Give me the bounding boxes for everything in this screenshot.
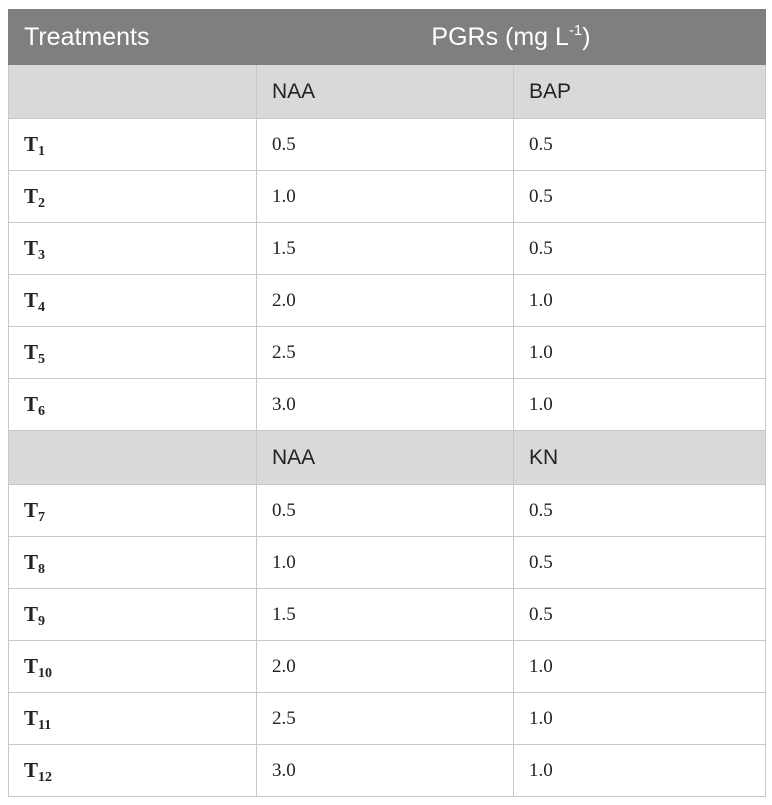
treatment-cell	[9, 327, 257, 379]
group-subheader-row	[9, 431, 766, 485]
treatments-header: Treatments	[9, 10, 257, 65]
treatment-letter: T	[24, 498, 39, 522]
treatment-cell	[9, 485, 257, 537]
table-row	[9, 537, 766, 589]
treatment-cell	[9, 379, 257, 431]
col-b-value: 0.5	[514, 589, 766, 641]
group-col-a-label: NAA	[257, 65, 514, 119]
table-row	[9, 693, 766, 745]
treatment-index: 11	[38, 718, 52, 733]
treatment-index: 7	[38, 510, 46, 525]
pgr-treatments-table	[8, 9, 766, 797]
pgr-header-close: )	[582, 22, 591, 51]
treatment-letter: T	[24, 602, 39, 626]
treatment-letter: T	[24, 706, 39, 730]
col-b-value: 1.0	[514, 745, 766, 797]
col-b-value: 0.5	[514, 223, 766, 275]
pgr-header-text: PGRs (mg L	[431, 22, 569, 51]
treatment-letter: T	[24, 184, 39, 208]
col-b-value: 0.5	[514, 171, 766, 223]
treatment-cell	[9, 537, 257, 589]
treatment-index: 1	[38, 144, 46, 159]
treatment-index: 5	[38, 352, 46, 367]
group-subheader-row	[9, 65, 766, 119]
treatment-cell	[9, 119, 257, 171]
treatment-cell	[9, 641, 257, 693]
col-b-value: 0.5	[514, 485, 766, 537]
pgr-header	[257, 10, 766, 65]
treatment-index: 12	[38, 770, 53, 785]
table-row	[9, 275, 766, 327]
table-row	[9, 327, 766, 379]
table-header-row	[9, 10, 766, 65]
treatment-letter: T	[24, 654, 39, 678]
col-a-value: 1.0	[257, 171, 514, 223]
treatment-index: 9	[38, 614, 46, 629]
col-b-value: 1.0	[514, 379, 766, 431]
treatment-index: 6	[38, 404, 46, 419]
table-row	[9, 745, 766, 797]
table-row	[9, 171, 766, 223]
table-row	[9, 379, 766, 431]
table-row	[9, 589, 766, 641]
group-col-a-label: NAA	[257, 431, 514, 485]
col-a-value: 2.5	[257, 327, 514, 379]
col-b-value: 0.5	[514, 537, 766, 589]
treatment-letter: T	[24, 550, 39, 574]
col-b-value: 1.0	[514, 693, 766, 745]
treatment-index: 10	[38, 666, 53, 681]
col-a-value: 2.5	[257, 693, 514, 745]
group-col-b-label: BAP	[514, 65, 766, 119]
table-row	[9, 119, 766, 171]
treatment-cell	[9, 745, 257, 797]
treatment-index: 8	[38, 562, 46, 577]
col-a-value: 0.5	[257, 119, 514, 171]
col-a-value: 1.5	[257, 223, 514, 275]
table-row	[9, 641, 766, 693]
col-a-value: 2.0	[257, 275, 514, 327]
col-a-value: 2.0	[257, 641, 514, 693]
treatment-letter: T	[24, 236, 39, 260]
col-a-value: 3.0	[257, 745, 514, 797]
table-row	[9, 223, 766, 275]
treatment-cell	[9, 589, 257, 641]
col-a-value: 0.5	[257, 485, 514, 537]
group-col-b-label: KN	[514, 431, 766, 485]
treatment-letter: T	[24, 340, 39, 364]
treatment-index: 2	[38, 196, 46, 211]
treatment-letter: T	[24, 132, 39, 156]
col-b-value: 1.0	[514, 641, 766, 693]
col-b-value: 1.0	[514, 275, 766, 327]
treatment-letter: T	[24, 758, 39, 782]
col-a-value: 1.5	[257, 589, 514, 641]
col-b-value: 1.0	[514, 327, 766, 379]
pgr-unit-exponent: -1	[568, 21, 583, 39]
treatment-cell	[9, 171, 257, 223]
treatment-cell	[9, 275, 257, 327]
group-subheader-empty	[9, 65, 257, 119]
col-a-value: 3.0	[257, 379, 514, 431]
group-subheader-empty	[9, 431, 257, 485]
treatment-index: 4	[38, 300, 46, 315]
treatment-letter: T	[24, 392, 39, 416]
treatment-cell	[9, 693, 257, 745]
col-a-value: 1.0	[257, 537, 514, 589]
treatment-cell	[9, 223, 257, 275]
treatment-index: 3	[38, 248, 46, 263]
treatment-letter: T	[24, 288, 39, 312]
col-b-value: 0.5	[514, 119, 766, 171]
table-row	[9, 485, 766, 537]
